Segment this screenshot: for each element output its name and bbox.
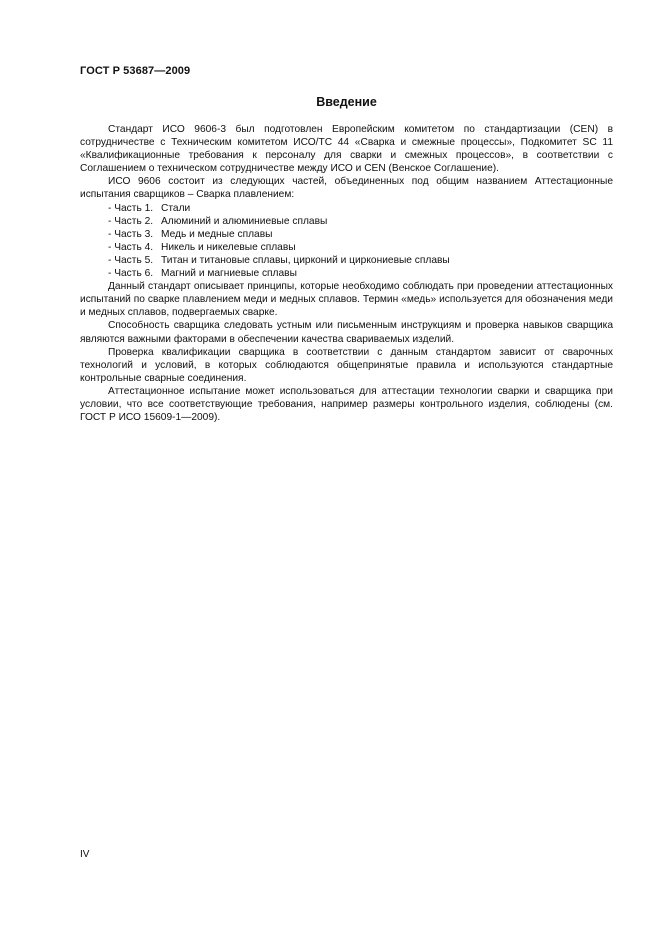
part-title: Алюминий и алюминиевые сплавы — [161, 215, 328, 227]
part-title: Стали — [161, 202, 191, 214]
part-number: - Часть 3. — [108, 228, 154, 240]
paragraph-parts-intro: ИСО 9606 состоит из следующих частей, объединенных под общим названием Аттестационные испытания сварщиков – Сварка плавлением: — [80, 176, 613, 201]
paragraph-qualification-check: Проверка квалификации сварщика в соответствии с данным стандартом зависит от сварочных технологий и условий, в которых соблюдаются общепринятые правила и используются стандартные контрольные сварные соединения. — [80, 346, 613, 384]
page-number: IV — [80, 849, 90, 860]
part-title: Титан и титановые сплавы, цирконий и циркониевые сплавы — [161, 254, 450, 266]
list-item — [80, 228, 613, 241]
list-item — [80, 254, 613, 267]
section-title: Введение — [316, 95, 377, 109]
paragraph-welder-ability: Способность сварщика следовать устным или письменным инструкциям и проверка навыков сварщика являются важными факторами в обеспечении качества свариваемых изделий. — [80, 320, 613, 345]
document-code: ГОСТ Р 53687—2009 — [80, 65, 191, 77]
part-title: Медь и медные сплавы — [161, 228, 273, 240]
paragraph-scope: Данный стандарт описывает принципы, которые необходимо соблюдать при проведении аттестационных испытаний по сварке плавлением меди и медных сплавов. Термин «медь» используется для обозначения меди и медных сплавов, подвергаемых сварке. — [80, 281, 613, 319]
part-number: - Часть 4. — [108, 241, 154, 253]
part-number: - Часть 6. — [108, 268, 154, 280]
list-item — [80, 241, 613, 254]
introduction-body — [80, 123, 613, 424]
part-number: - Часть 1. — [108, 202, 154, 214]
part-number: - Часть 2. — [108, 215, 154, 227]
paragraph-test-use: Аттестационное испытание может использоваться для аттестации технологии сварки и сварщика при условии, что все соответствующие требования, например размеры контрольного изделия, соблюдены (см. ГОСТ Р ИСО 15609-1—2009). — [80, 385, 613, 424]
paragraph-standard-origin: Стандарт ИСО 9606-3 был подготовлен Европейским комитетом по стандартизации (CEN) в сотрудничестве с Техническим комитетом ИСО/ТС 44 «Сварка и смежные процессы», Подкомитет SC 11 «Квалификационные требования к персоналу для сварки и смежных процессов», в соответствии с Соглашением о техническом сотрудничестве между ИСО и CEN (Венское Соглашение). — [80, 124, 613, 175]
list-item — [80, 202, 613, 215]
part-title: Никель и никелевые сплавы — [161, 241, 296, 253]
list-item — [80, 215, 613, 228]
part-title: Магний и магниевые сплавы — [161, 268, 297, 280]
parts-list — [80, 202, 613, 281]
part-number: - Часть 5. — [108, 254, 154, 266]
list-item — [80, 267, 613, 280]
